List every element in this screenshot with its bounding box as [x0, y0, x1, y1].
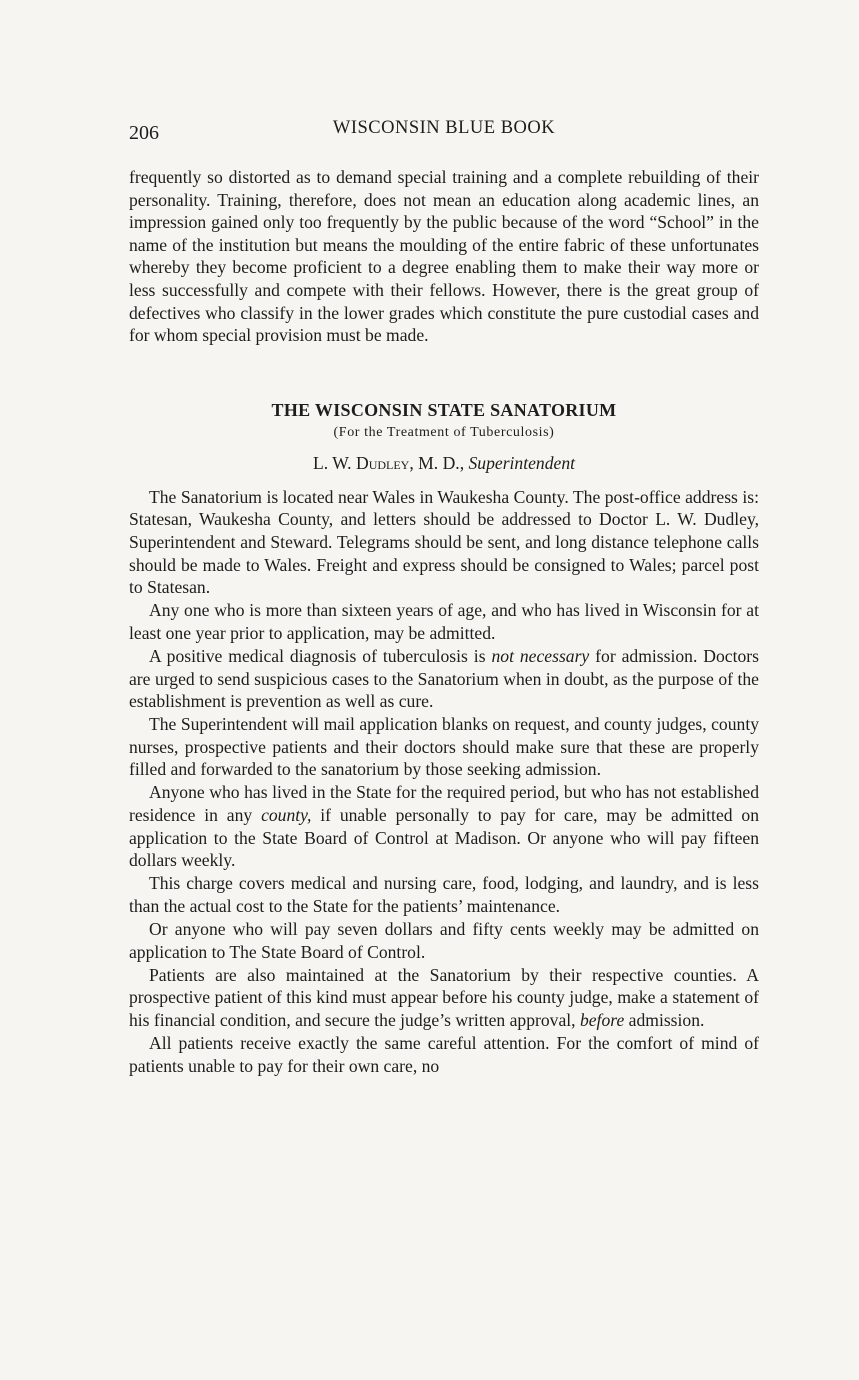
section-subtitle: (For the Treatment of Tuberculosis) — [333, 424, 555, 440]
text-run: admission. — [624, 1009, 705, 1030]
text-run: A positive medical diagnosis of tuberculosis is — [149, 645, 492, 666]
paragraph-eligibility: Any one who is more than sixteen years of age, and who has lived in Wisconsin for at least one year prior to application, may be admitted. — [129, 600, 759, 643]
text-run: if unable personally to pay for care, may be admitted on application to the State Board of Control at Madison. Or anyone who will pay fifteen dollars weekly. — [129, 805, 759, 871]
text-run: Patients are also maintained at the Sanatorium by their respective counties. A prospective patient of this kind must appear before his county judge, make a statement of his financial condition, and secure the judge’s written approval, — [129, 964, 759, 1030]
page-header — [129, 112, 759, 144]
continuation-paragraph: frequently so distorted as to demand special training and a complete rebuilding of their personality. Training, therefore, does not mean an education along academic lines, an impression gained only too frequently by the public because of the word “School” in the name of the institution but means the moulding of the entire fabric of these unfortunates whereby they become proficient to a degree enabling them to make their way more or less successfully and compete with their fellows. However, there is the great group of defectives who classify in the lower grades which constitute the pure custodial cases and for whom special provision must be made. — [129, 167, 759, 346]
paragraph-reduced-rate: Or anyone who will pay seven dollars and fifty cents weekly may be admitted on application to The State Board of Control. — [129, 919, 759, 962]
emphasis-run: before — [579, 1009, 625, 1030]
author-suffix: , M. D., — [409, 452, 469, 473]
author-prefix: L. W. — [312, 452, 356, 473]
paragraph-application-blanks: The Superintendent will mail application blanks on request, and county judges, county nurses, prospective patients and their doctors should make sure that these are properly filled and forwarded to the sanatorium by those seeking admission. — [129, 714, 759, 780]
text-run: Anyone who has lived in the State for the required period, but who has not established residence in any — [129, 782, 759, 826]
paragraph-diagnosis — [129, 645, 759, 713]
emphasis-run: not necessary — [491, 645, 590, 666]
emphasis-run: county, — [261, 805, 312, 826]
section-author — [129, 453, 759, 474]
paragraph-counties — [129, 964, 759, 1032]
running-title: WISCONSIN BLUE BOOK — [332, 118, 556, 138]
author-surname: Dudley — [355, 452, 410, 473]
section-title: THE WISCONSIN STATE SANATORIUM — [271, 399, 617, 420]
paragraph-equal-care: All patients receive exactly the same careful attention. For the comfort of mind of patients unable to pay for their own care, no — [129, 1033, 759, 1076]
paragraph-charge: This charge covers medical and nursing care, food, lodging, and laundry, and is less than the actual cost to the State for the patients’ maintenance. — [129, 873, 759, 916]
paragraph-residence — [129, 781, 759, 871]
document-page — [129, 112, 759, 1077]
text-run: for admission. Doctors are urged to send suspicious cases to the Sanatorium when in doubt, as the purpose of the establishment is prevention as well as cure. — [129, 645, 759, 712]
page-number: 206 — [129, 122, 159, 144]
paragraph-location: The Sanatorium is located near Wales in Waukesha County. The post-office address is: Statesan, Waukesha County, and letters should be addressed to Doctor L. W. Dudley, Superintendent and Steward. Telegrams should be sent, and long distance telephone calls should be made to Wales. Freight and express should be consigned to Wales; parcel post to Statesan. — [129, 486, 759, 598]
author-role: Superintendent — [468, 452, 576, 473]
